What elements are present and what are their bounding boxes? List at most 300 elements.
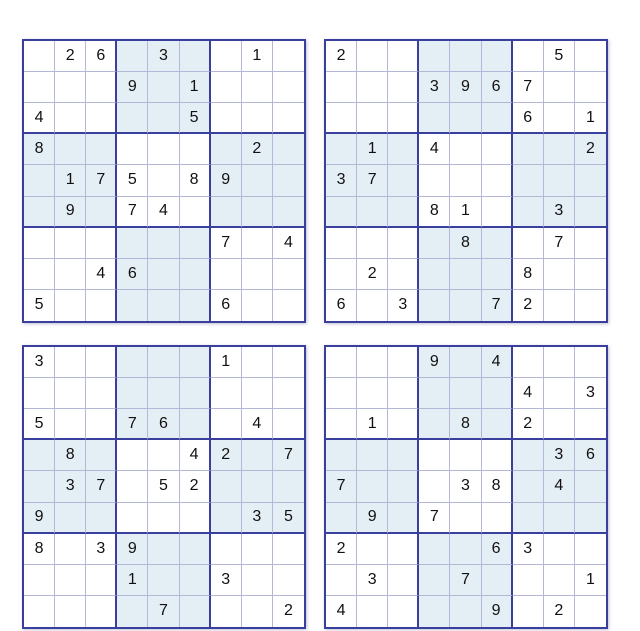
- empty-cell[interactable]: [180, 596, 211, 627]
- given-digit-cell[interactable]: 1: [575, 565, 606, 596]
- empty-cell[interactable]: [388, 197, 419, 228]
- empty-cell[interactable]: [117, 378, 148, 409]
- empty-cell[interactable]: [482, 378, 513, 409]
- given-digit-cell[interactable]: 6: [86, 41, 117, 72]
- empty-cell[interactable]: [24, 165, 55, 196]
- given-digit-cell[interactable]: 9: [117, 72, 148, 103]
- empty-cell[interactable]: [242, 440, 273, 471]
- empty-cell[interactable]: [273, 41, 304, 72]
- empty-cell[interactable]: [388, 165, 419, 196]
- empty-cell[interactable]: [55, 72, 86, 103]
- empty-cell[interactable]: [357, 347, 388, 378]
- empty-cell[interactable]: [388, 378, 419, 409]
- given-digit-cell[interactable]: 1: [211, 347, 242, 378]
- empty-cell[interactable]: [513, 228, 544, 259]
- empty-cell[interactable]: [211, 378, 242, 409]
- given-digit-cell[interactable]: 2: [544, 596, 575, 627]
- given-digit-cell[interactable]: 1: [180, 72, 211, 103]
- given-digit-cell[interactable]: 3: [86, 534, 117, 565]
- empty-cell[interactable]: [273, 165, 304, 196]
- empty-cell[interactable]: [388, 134, 419, 165]
- empty-cell[interactable]: [148, 440, 179, 471]
- empty-cell[interactable]: [211, 471, 242, 502]
- empty-cell[interactable]: [24, 440, 55, 471]
- empty-cell[interactable]: [86, 197, 117, 228]
- empty-cell[interactable]: [388, 41, 419, 72]
- empty-cell[interactable]: [273, 290, 304, 321]
- empty-cell[interactable]: [575, 596, 606, 627]
- empty-cell[interactable]: [242, 471, 273, 502]
- empty-cell[interactable]: [450, 596, 481, 627]
- given-digit-cell[interactable]: 8: [24, 134, 55, 165]
- empty-cell[interactable]: [86, 440, 117, 471]
- empty-cell[interactable]: [575, 503, 606, 534]
- given-digit-cell[interactable]: 3: [575, 378, 606, 409]
- given-digit-cell[interactable]: 6: [117, 259, 148, 290]
- empty-cell[interactable]: [544, 165, 575, 196]
- empty-cell[interactable]: [273, 409, 304, 440]
- empty-cell[interactable]: [419, 440, 450, 471]
- empty-cell[interactable]: [242, 197, 273, 228]
- empty-cell[interactable]: [575, 409, 606, 440]
- empty-cell[interactable]: [180, 134, 211, 165]
- given-digit-cell[interactable]: 7: [482, 290, 513, 321]
- given-digit-cell[interactable]: 1: [357, 409, 388, 440]
- empty-cell[interactable]: [513, 165, 544, 196]
- given-digit-cell[interactable]: 7: [450, 565, 481, 596]
- empty-cell[interactable]: [86, 409, 117, 440]
- empty-cell[interactable]: [148, 378, 179, 409]
- given-digit-cell[interactable]: 2: [326, 534, 357, 565]
- empty-cell[interactable]: [357, 228, 388, 259]
- empty-cell[interactable]: [148, 103, 179, 134]
- given-digit-cell[interactable]: 4: [86, 259, 117, 290]
- empty-cell[interactable]: [575, 228, 606, 259]
- empty-cell[interactable]: [326, 409, 357, 440]
- empty-cell[interactable]: [273, 534, 304, 565]
- empty-cell[interactable]: [544, 290, 575, 321]
- empty-cell[interactable]: [273, 565, 304, 596]
- empty-cell[interactable]: [242, 228, 273, 259]
- empty-cell[interactable]: [117, 228, 148, 259]
- empty-cell[interactable]: [419, 471, 450, 502]
- empty-cell[interactable]: [180, 347, 211, 378]
- empty-cell[interactable]: [419, 41, 450, 72]
- empty-cell[interactable]: [148, 259, 179, 290]
- given-digit-cell[interactable]: 4: [326, 596, 357, 627]
- given-digit-cell[interactable]: 7: [148, 596, 179, 627]
- given-digit-cell[interactable]: 7: [513, 72, 544, 103]
- given-digit-cell[interactable]: 6: [326, 290, 357, 321]
- given-digit-cell[interactable]: 7: [86, 165, 117, 196]
- empty-cell[interactable]: [544, 409, 575, 440]
- given-digit-cell[interactable]: 9: [117, 534, 148, 565]
- given-digit-cell[interactable]: 7: [117, 409, 148, 440]
- empty-cell[interactable]: [24, 41, 55, 72]
- given-digit-cell[interactable]: 3: [450, 471, 481, 502]
- empty-cell[interactable]: [482, 197, 513, 228]
- empty-cell[interactable]: [513, 134, 544, 165]
- empty-cell[interactable]: [419, 596, 450, 627]
- empty-cell[interactable]: [357, 378, 388, 409]
- empty-cell[interactable]: [180, 378, 211, 409]
- empty-cell[interactable]: [86, 347, 117, 378]
- empty-cell[interactable]: [450, 440, 481, 471]
- empty-cell[interactable]: [419, 103, 450, 134]
- empty-cell[interactable]: [388, 347, 419, 378]
- empty-cell[interactable]: [211, 503, 242, 534]
- empty-cell[interactable]: [513, 596, 544, 627]
- empty-cell[interactable]: [86, 134, 117, 165]
- empty-cell[interactable]: [326, 347, 357, 378]
- given-digit-cell[interactable]: 2: [180, 471, 211, 502]
- empty-cell[interactable]: [513, 197, 544, 228]
- given-digit-cell[interactable]: 5: [24, 409, 55, 440]
- given-digit-cell[interactable]: 3: [326, 165, 357, 196]
- empty-cell[interactable]: [513, 347, 544, 378]
- empty-cell[interactable]: [24, 228, 55, 259]
- empty-cell[interactable]: [86, 290, 117, 321]
- empty-cell[interactable]: [388, 596, 419, 627]
- empty-cell[interactable]: [482, 228, 513, 259]
- given-digit-cell[interactable]: 9: [24, 503, 55, 534]
- empty-cell[interactable]: [482, 134, 513, 165]
- given-digit-cell[interactable]: 2: [575, 134, 606, 165]
- empty-cell[interactable]: [55, 534, 86, 565]
- empty-cell[interactable]: [273, 471, 304, 502]
- given-digit-cell[interactable]: 3: [544, 197, 575, 228]
- given-digit-cell[interactable]: 6: [482, 72, 513, 103]
- empty-cell[interactable]: [148, 165, 179, 196]
- empty-cell[interactable]: [180, 503, 211, 534]
- empty-cell[interactable]: [273, 378, 304, 409]
- empty-cell[interactable]: [242, 290, 273, 321]
- empty-cell[interactable]: [24, 471, 55, 502]
- empty-cell[interactable]: [388, 440, 419, 471]
- empty-cell[interactable]: [148, 72, 179, 103]
- empty-cell[interactable]: [86, 103, 117, 134]
- empty-cell[interactable]: [180, 534, 211, 565]
- empty-cell[interactable]: [544, 103, 575, 134]
- empty-cell[interactable]: [357, 534, 388, 565]
- empty-cell[interactable]: [388, 471, 419, 502]
- given-digit-cell[interactable]: 2: [211, 440, 242, 471]
- empty-cell[interactable]: [388, 409, 419, 440]
- given-digit-cell[interactable]: 9: [211, 165, 242, 196]
- empty-cell[interactable]: [513, 471, 544, 502]
- empty-cell[interactable]: [242, 565, 273, 596]
- empty-cell[interactable]: [544, 134, 575, 165]
- given-digit-cell[interactable]: 6: [211, 290, 242, 321]
- empty-cell[interactable]: [55, 103, 86, 134]
- given-digit-cell[interactable]: 3: [211, 565, 242, 596]
- given-digit-cell[interactable]: 4: [419, 134, 450, 165]
- empty-cell[interactable]: [211, 197, 242, 228]
- given-digit-cell[interactable]: 4: [482, 347, 513, 378]
- empty-cell[interactable]: [55, 503, 86, 534]
- empty-cell[interactable]: [544, 534, 575, 565]
- empty-cell[interactable]: [544, 72, 575, 103]
- empty-cell[interactable]: [55, 259, 86, 290]
- empty-cell[interactable]: [357, 596, 388, 627]
- empty-cell[interactable]: [450, 534, 481, 565]
- empty-cell[interactable]: [482, 409, 513, 440]
- empty-cell[interactable]: [148, 347, 179, 378]
- given-digit-cell[interactable]: 6: [482, 534, 513, 565]
- empty-cell[interactable]: [482, 103, 513, 134]
- empty-cell[interactable]: [575, 534, 606, 565]
- empty-cell[interactable]: [211, 534, 242, 565]
- empty-cell[interactable]: [148, 503, 179, 534]
- empty-cell[interactable]: [180, 228, 211, 259]
- empty-cell[interactable]: [273, 103, 304, 134]
- empty-cell[interactable]: [180, 259, 211, 290]
- empty-cell[interactable]: [24, 197, 55, 228]
- empty-cell[interactable]: [544, 378, 575, 409]
- empty-cell[interactable]: [575, 471, 606, 502]
- empty-cell[interactable]: [575, 165, 606, 196]
- given-digit-cell[interactable]: 3: [55, 471, 86, 502]
- empty-cell[interactable]: [326, 565, 357, 596]
- empty-cell[interactable]: [482, 503, 513, 534]
- empty-cell[interactable]: [273, 347, 304, 378]
- empty-cell[interactable]: [117, 134, 148, 165]
- given-digit-cell[interactable]: 7: [211, 228, 242, 259]
- given-digit-cell[interactable]: 8: [450, 228, 481, 259]
- given-digit-cell[interactable]: 8: [513, 259, 544, 290]
- given-digit-cell[interactable]: 7: [357, 165, 388, 196]
- given-digit-cell[interactable]: 3: [24, 347, 55, 378]
- empty-cell[interactable]: [513, 440, 544, 471]
- empty-cell[interactable]: [326, 72, 357, 103]
- empty-cell[interactable]: [211, 41, 242, 72]
- empty-cell[interactable]: [326, 197, 357, 228]
- given-digit-cell[interactable]: 5: [180, 103, 211, 134]
- empty-cell[interactable]: [55, 565, 86, 596]
- given-digit-cell[interactable]: 8: [24, 534, 55, 565]
- empty-cell[interactable]: [326, 228, 357, 259]
- given-digit-cell[interactable]: 4: [24, 103, 55, 134]
- empty-cell[interactable]: [180, 409, 211, 440]
- given-digit-cell[interactable]: 3: [419, 72, 450, 103]
- empty-cell[interactable]: [180, 290, 211, 321]
- empty-cell[interactable]: [357, 103, 388, 134]
- empty-cell[interactable]: [55, 378, 86, 409]
- given-digit-cell[interactable]: 2: [357, 259, 388, 290]
- empty-cell[interactable]: [357, 471, 388, 502]
- empty-cell[interactable]: [273, 197, 304, 228]
- empty-cell[interactable]: [450, 41, 481, 72]
- empty-cell[interactable]: [148, 534, 179, 565]
- given-digit-cell[interactable]: 2: [242, 134, 273, 165]
- empty-cell[interactable]: [55, 409, 86, 440]
- given-digit-cell[interactable]: 1: [55, 165, 86, 196]
- empty-cell[interactable]: [55, 290, 86, 321]
- given-digit-cell[interactable]: 8: [55, 440, 86, 471]
- empty-cell[interactable]: [419, 228, 450, 259]
- empty-cell[interactable]: [117, 596, 148, 627]
- empty-cell[interactable]: [326, 503, 357, 534]
- empty-cell[interactable]: [24, 259, 55, 290]
- empty-cell[interactable]: [450, 134, 481, 165]
- given-digit-cell[interactable]: 4: [544, 471, 575, 502]
- empty-cell[interactable]: [211, 103, 242, 134]
- empty-cell[interactable]: [450, 165, 481, 196]
- empty-cell[interactable]: [513, 41, 544, 72]
- empty-cell[interactable]: [326, 378, 357, 409]
- empty-cell[interactable]: [419, 165, 450, 196]
- given-digit-cell[interactable]: 3: [357, 565, 388, 596]
- empty-cell[interactable]: [575, 41, 606, 72]
- empty-cell[interactable]: [211, 72, 242, 103]
- given-digit-cell[interactable]: 3: [513, 534, 544, 565]
- given-digit-cell[interactable]: 7: [419, 503, 450, 534]
- empty-cell[interactable]: [513, 565, 544, 596]
- empty-cell[interactable]: [55, 228, 86, 259]
- empty-cell[interactable]: [544, 259, 575, 290]
- empty-cell[interactable]: [419, 290, 450, 321]
- empty-cell[interactable]: [180, 565, 211, 596]
- given-digit-cell[interactable]: 7: [273, 440, 304, 471]
- given-digit-cell[interactable]: 6: [148, 409, 179, 440]
- empty-cell[interactable]: [242, 378, 273, 409]
- given-digit-cell[interactable]: 2: [513, 290, 544, 321]
- empty-cell[interactable]: [575, 290, 606, 321]
- empty-cell[interactable]: [357, 72, 388, 103]
- given-digit-cell[interactable]: 8: [450, 409, 481, 440]
- empty-cell[interactable]: [450, 347, 481, 378]
- empty-cell[interactable]: [86, 378, 117, 409]
- empty-cell[interactable]: [86, 228, 117, 259]
- empty-cell[interactable]: [24, 596, 55, 627]
- empty-cell[interactable]: [117, 41, 148, 72]
- empty-cell[interactable]: [482, 165, 513, 196]
- empty-cell[interactable]: [482, 565, 513, 596]
- empty-cell[interactable]: [148, 134, 179, 165]
- given-digit-cell[interactable]: 8: [419, 197, 450, 228]
- given-digit-cell[interactable]: 1: [357, 134, 388, 165]
- empty-cell[interactable]: [242, 347, 273, 378]
- given-digit-cell[interactable]: 4: [180, 440, 211, 471]
- empty-cell[interactable]: [273, 259, 304, 290]
- empty-cell[interactable]: [24, 72, 55, 103]
- given-digit-cell[interactable]: 7: [326, 471, 357, 502]
- empty-cell[interactable]: [513, 503, 544, 534]
- empty-cell[interactable]: [211, 409, 242, 440]
- given-digit-cell[interactable]: 5: [273, 503, 304, 534]
- empty-cell[interactable]: [117, 503, 148, 534]
- empty-cell[interactable]: [242, 165, 273, 196]
- empty-cell[interactable]: [273, 72, 304, 103]
- empty-cell[interactable]: [180, 197, 211, 228]
- empty-cell[interactable]: [211, 596, 242, 627]
- given-digit-cell[interactable]: 2: [326, 41, 357, 72]
- given-digit-cell[interactable]: 6: [513, 103, 544, 134]
- empty-cell[interactable]: [148, 565, 179, 596]
- empty-cell[interactable]: [117, 471, 148, 502]
- given-digit-cell[interactable]: 9: [419, 347, 450, 378]
- given-digit-cell[interactable]: 3: [148, 41, 179, 72]
- empty-cell[interactable]: [419, 534, 450, 565]
- given-digit-cell[interactable]: 4: [148, 197, 179, 228]
- given-digit-cell[interactable]: 9: [482, 596, 513, 627]
- given-digit-cell[interactable]: 8: [482, 471, 513, 502]
- given-digit-cell[interactable]: 5: [24, 290, 55, 321]
- given-digit-cell[interactable]: 4: [273, 228, 304, 259]
- given-digit-cell[interactable]: 6: [575, 440, 606, 471]
- empty-cell[interactable]: [482, 259, 513, 290]
- given-digit-cell[interactable]: 5: [117, 165, 148, 196]
- empty-cell[interactable]: [450, 103, 481, 134]
- empty-cell[interactable]: [450, 503, 481, 534]
- empty-cell[interactable]: [450, 378, 481, 409]
- empty-cell[interactable]: [388, 103, 419, 134]
- empty-cell[interactable]: [450, 259, 481, 290]
- given-digit-cell[interactable]: 9: [55, 197, 86, 228]
- given-digit-cell[interactable]: 7: [86, 471, 117, 502]
- empty-cell[interactable]: [117, 290, 148, 321]
- empty-cell[interactable]: [148, 228, 179, 259]
- empty-cell[interactable]: [575, 347, 606, 378]
- empty-cell[interactable]: [388, 72, 419, 103]
- empty-cell[interactable]: [575, 72, 606, 103]
- empty-cell[interactable]: [117, 347, 148, 378]
- given-digit-cell[interactable]: 7: [544, 228, 575, 259]
- empty-cell[interactable]: [450, 290, 481, 321]
- empty-cell[interactable]: [388, 565, 419, 596]
- empty-cell[interactable]: [211, 259, 242, 290]
- empty-cell[interactable]: [117, 103, 148, 134]
- empty-cell[interactable]: [326, 103, 357, 134]
- given-digit-cell[interactable]: 3: [544, 440, 575, 471]
- empty-cell[interactable]: [326, 440, 357, 471]
- empty-cell[interactable]: [24, 565, 55, 596]
- empty-cell[interactable]: [242, 259, 273, 290]
- empty-cell[interactable]: [575, 259, 606, 290]
- empty-cell[interactable]: [388, 503, 419, 534]
- empty-cell[interactable]: [419, 409, 450, 440]
- empty-cell[interactable]: [388, 534, 419, 565]
- given-digit-cell[interactable]: 1: [242, 41, 273, 72]
- empty-cell[interactable]: [357, 290, 388, 321]
- given-digit-cell[interactable]: 9: [450, 72, 481, 103]
- given-digit-cell[interactable]: 7: [117, 197, 148, 228]
- given-digit-cell[interactable]: 2: [283, 602, 293, 620]
- given-digit-cell[interactable]: 2: [55, 41, 86, 72]
- given-digit-cell[interactable]: 1: [575, 103, 606, 134]
- given-digit-cell[interactable]: 8: [180, 165, 211, 196]
- empty-cell[interactable]: [55, 596, 86, 627]
- empty-cell[interactable]: [357, 41, 388, 72]
- empty-cell[interactable]: [575, 197, 606, 228]
- given-digit-cell[interactable]: 1: [450, 197, 481, 228]
- empty-cell[interactable]: [326, 134, 357, 165]
- empty-cell[interactable]: [419, 259, 450, 290]
- empty-cell[interactable]: [86, 72, 117, 103]
- given-digit-cell[interactable]: 1: [117, 565, 148, 596]
- empty-cell[interactable]: [86, 565, 117, 596]
- empty-cell[interactable]: [242, 72, 273, 103]
- given-digit-cell[interactable]: 4: [513, 378, 544, 409]
- empty-cell[interactable]: [117, 440, 148, 471]
- given-digit-cell[interactable]: 3: [388, 290, 419, 321]
- empty-cell[interactable]: [544, 565, 575, 596]
- empty-cell[interactable]: [242, 596, 273, 627]
- empty-cell[interactable]: [242, 534, 273, 565]
- empty-cell[interactable]: [55, 347, 86, 378]
- empty-cell[interactable]: [482, 41, 513, 72]
- empty-cell[interactable]: [24, 378, 55, 409]
